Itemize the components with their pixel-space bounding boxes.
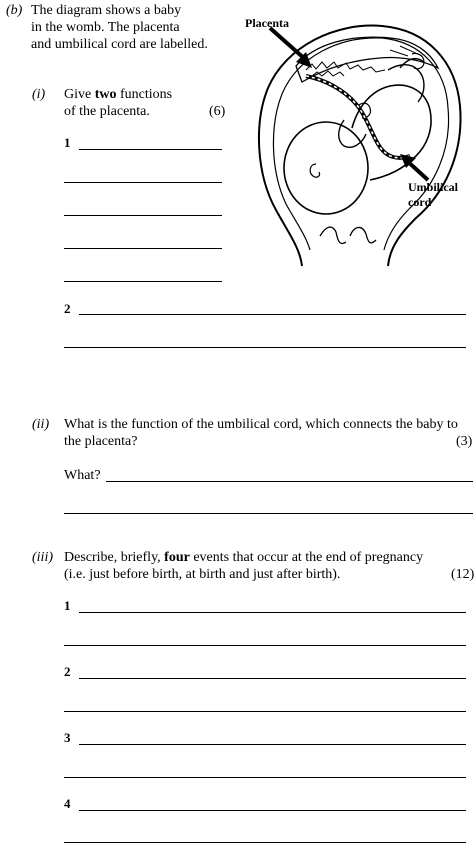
q-i-label: (i) — [32, 87, 46, 102]
cervix — [320, 227, 376, 243]
baby-ear — [310, 164, 319, 177]
q-iii-text-1: Describe, briefly, four events that occur at the end of pregnancy — [64, 550, 424, 565]
answer-line[interactable] — [79, 678, 466, 679]
answer-line[interactable] — [79, 314, 466, 315]
answer-line[interactable] — [64, 711, 466, 712]
q-ii-marks: (3) — [456, 434, 473, 449]
answer-line[interactable] — [106, 481, 473, 482]
umbilical-label-1: Umbilical — [408, 180, 458, 194]
q-i-answer-number-1: 1 — [64, 135, 71, 150]
answer-line[interactable] — [64, 248, 222, 249]
intro-line-3: and umbilical cord are labelled. — [31, 37, 208, 52]
umbilical-cord — [306, 76, 410, 158]
q-i-marks: (6) — [209, 104, 226, 119]
q-iii-answer-number-3: 3 — [64, 730, 71, 745]
q-ii-what-label: What? — [64, 468, 101, 483]
q-ii-text-1: What is the function of the umbilical cord, which connects the baby to — [64, 417, 458, 432]
intro-line-2: in the womb. The placenta — [31, 20, 180, 35]
q-iii-answer-number-4: 4 — [64, 796, 71, 811]
answer-line[interactable] — [79, 612, 466, 613]
q-iii-answer-number-1: 1 — [64, 598, 71, 613]
q-iii-answer-number-2: 2 — [64, 664, 71, 679]
answer-line[interactable] — [79, 810, 466, 811]
answer-line[interactable] — [64, 182, 222, 183]
q-i-text-1: Give two functions — [64, 87, 173, 102]
answer-line[interactable] — [64, 215, 222, 216]
placenta-arrow — [270, 28, 306, 60]
answer-line[interactable] — [79, 149, 222, 150]
answer-line[interactable] — [64, 347, 466, 348]
baby-leg — [388, 59, 424, 102]
answer-line[interactable] — [64, 645, 466, 646]
answer-line[interactable] — [79, 744, 466, 745]
umbilical-label-2: cord — [408, 195, 432, 209]
q-iii-text-2: (i.e. just before birth, at birth and just after birth). — [64, 567, 341, 582]
q-iii-marks: (12) — [451, 567, 475, 582]
q-iii-label: (iii) — [32, 550, 53, 565]
q-i-answer-number-2: 2 — [64, 301, 71, 316]
placenta-label: Placenta — [245, 16, 289, 30]
intro-line-1: The diagram shows a baby — [31, 3, 182, 18]
answer-line[interactable] — [64, 281, 222, 282]
answer-line[interactable] — [64, 513, 473, 514]
answer-line[interactable] — [64, 777, 466, 778]
part-label: (b) — [6, 3, 23, 18]
placenta — [296, 37, 438, 82]
q-ii-label: (ii) — [32, 417, 50, 432]
q-i-text-2: of the placenta. — [64, 104, 150, 119]
womb-diagram — [240, 10, 476, 272]
q-ii-text-2: the placenta? — [64, 434, 138, 449]
baby-head — [284, 122, 368, 214]
answer-line[interactable] — [64, 842, 466, 843]
